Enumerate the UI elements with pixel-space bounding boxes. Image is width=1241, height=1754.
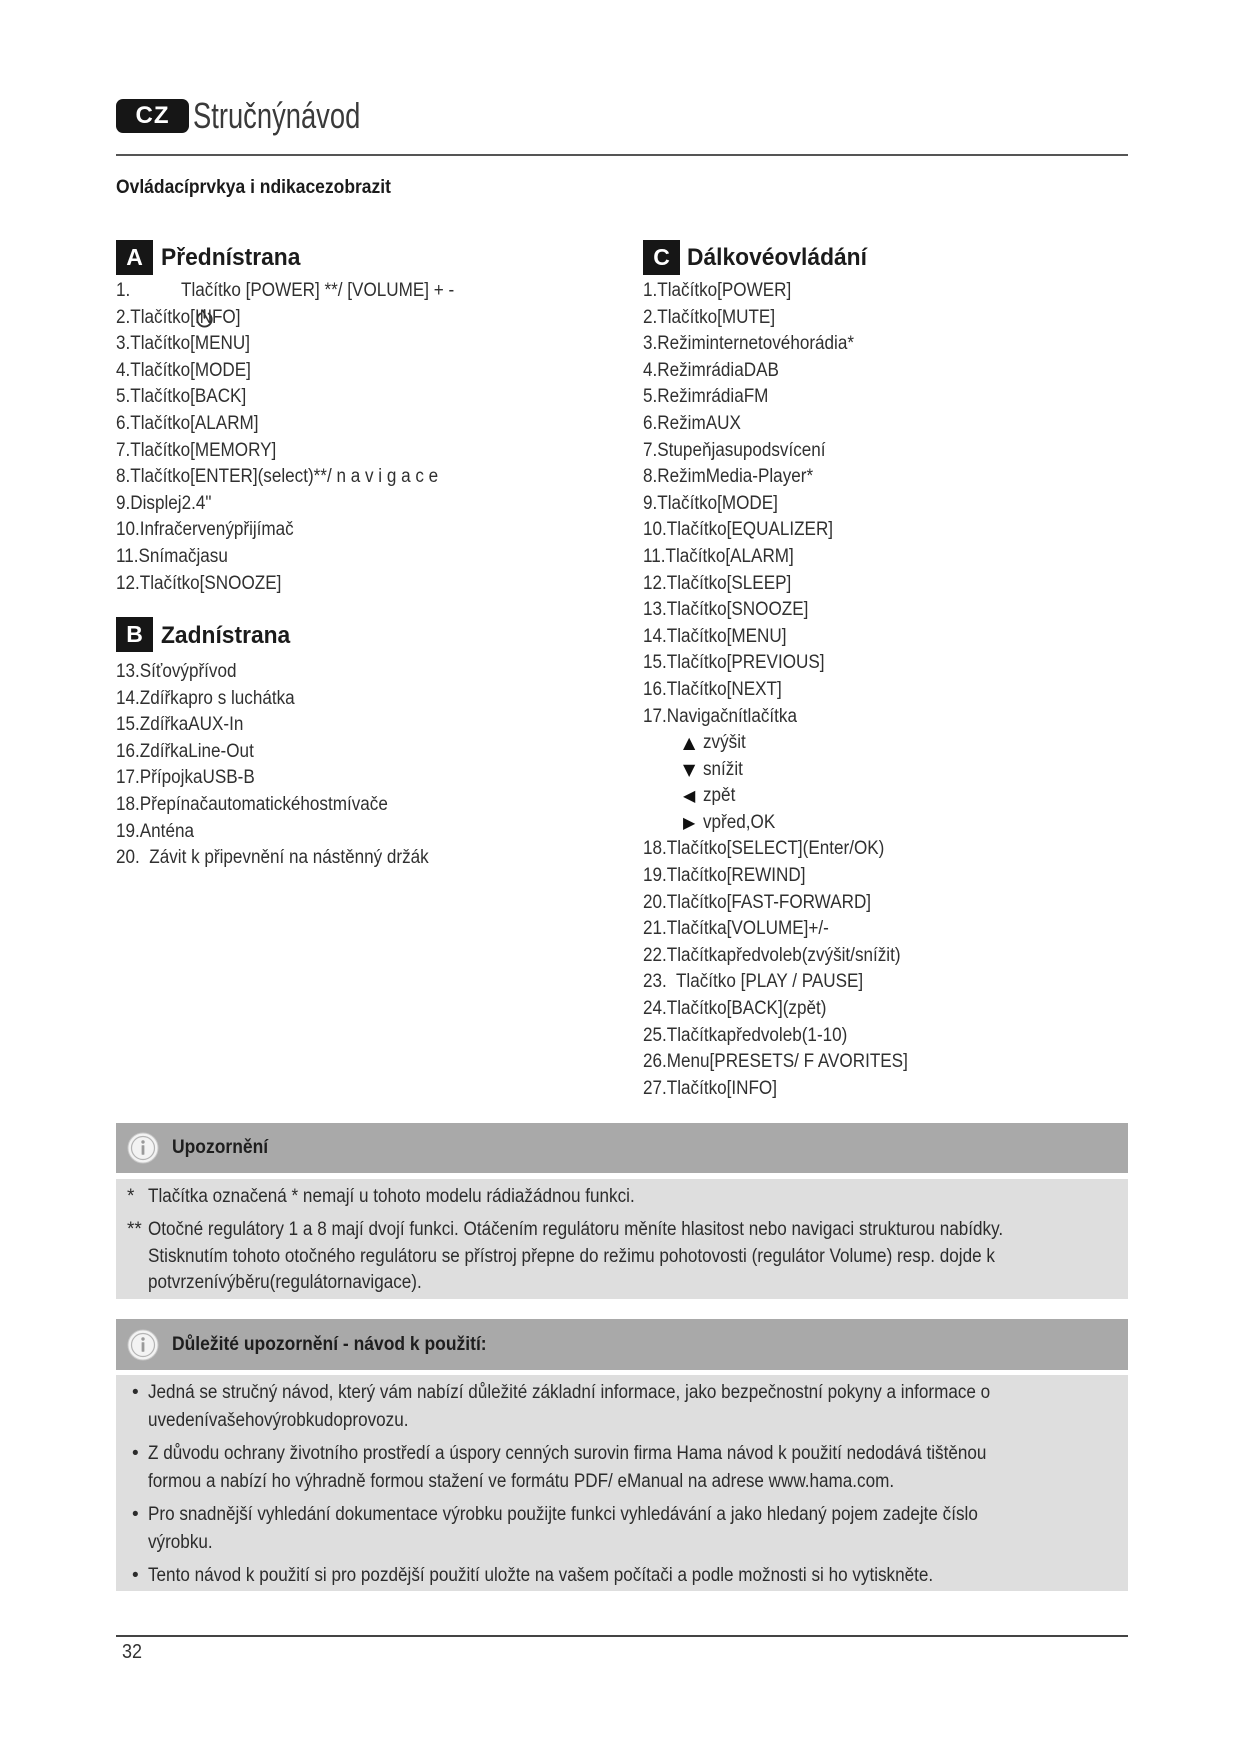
remote-item-14: 14.Tlačítko[MENU] (643, 625, 787, 647)
nav-key-label: zpět (703, 785, 736, 807)
note-entry (116, 1217, 1128, 1297)
bullet-item (116, 1440, 1128, 1496)
front-item-8: 8.Tlačítko[ENTER](select)**/ n a v i g a c e (116, 466, 439, 488)
remote-item-9: 9.Tlačítko[MODE] (643, 492, 778, 514)
remote-item-19: 19.Tlačítko[REWIND] (643, 865, 806, 887)
front-panel-list (116, 278, 616, 597)
bullet-line: formou a nabízí ho výhradně formou stažení ve formátu PDF/ eManual na adrese www.hama.com. (148, 1470, 895, 1492)
remote-item-22: 22.Tlačítkapředvoleb(zvýšit/snížit) (643, 944, 901, 966)
header-rule (116, 154, 1128, 156)
remote-item-17: 17.Navigačnítlačítka (643, 705, 797, 727)
remote-item-11: 11.Tlačítko[ALARM] (643, 545, 794, 567)
rear-item-13: 13.Síťovýpřívod (116, 661, 237, 682)
nav-key-label: zvýšit (703, 732, 746, 754)
remote-item-12: 12.Tlačítko[SLEEP] (643, 572, 792, 594)
remote-item-3: 3.Režiminternetovéhorádia* (643, 333, 855, 355)
rear-panel-list (116, 659, 616, 872)
language-badge: CZ (116, 99, 189, 133)
remote-item-4: 4.RežimrádiaDAB (643, 359, 779, 381)
remote-item-7: 7.Stupeňjasupodsvícení (643, 439, 826, 461)
arrow-up-icon: ▲ (683, 733, 696, 753)
bullet-item (116, 1562, 1128, 1590)
item-number: 1. (116, 280, 131, 301)
front-item-9: 9.Displej2.4" (116, 492, 212, 514)
power-icon (152, 281, 173, 302)
note-entry (116, 1184, 1128, 1211)
important-note-body (116, 1375, 1128, 1591)
page-number: 32 (122, 1641, 143, 1663)
section-b-badge: B (116, 617, 153, 652)
remote-item-25: 25.Tlačítkapředvoleb(1-10) (643, 1024, 848, 1046)
remote-item-23: 23. Tlačítko [PLAY / PAUSE] (643, 971, 864, 993)
remote-item-15: 15.Tlačítko[PREVIOUS] (643, 652, 825, 674)
remote-item-8: 8.RežimMedia-Player* (643, 466, 814, 488)
arrow-right-icon: ▶ (683, 812, 696, 832)
nav-key-right (643, 810, 1123, 837)
front-item-2: 2.Tlačítko[INFO] (116, 306, 241, 328)
front-item-3: 3.Tlačítko[MENU] (116, 333, 250, 355)
remote-item-21: 21.Tlačítka[VOLUME]+/- (643, 918, 829, 940)
remote-item-13: 13.Tlačítko[SNOOZE] (643, 599, 809, 621)
remote-item-20: 20.Tlačítko[FAST-FORWARD] (643, 891, 872, 913)
front-item-11: 11.Snímačjasu (116, 545, 228, 567)
section-c-title: Dálkovéovládání (687, 244, 867, 271)
note-header (116, 1123, 1128, 1173)
info-icon (127, 1329, 159, 1361)
remote-item-24: 24.Tlačítko[BACK](zpět) (643, 998, 827, 1020)
front-item-7: 7.Tlačítko[MEMORY] (116, 439, 277, 461)
bullet-line: uvedenívašehovýrobkudoprovozu. (148, 1409, 409, 1431)
info-icon (127, 1132, 159, 1164)
rear-item-18: 18.Přepínačautomatickéhostmívače (116, 793, 388, 815)
bullet-marker: • (132, 1503, 139, 1525)
note-line: Otočné regulátory 1 a 8 mají dvojí funkci. Otáčením regulátoru měníte hlasitost nebo navigaci strukturou nabídky. (148, 1218, 1004, 1240)
nav-key-down (643, 757, 1123, 784)
note-line: Stisknutím tohoto otočného regulátoru se přístroj přepne do režimu pohotovosti (regulátor Volume) resp. dojde k (148, 1245, 995, 1267)
bullet-marker: • (132, 1442, 139, 1464)
nav-key-up (643, 730, 1123, 757)
nav-key-label: snížit (703, 758, 743, 780)
bullet-line: Tento návod k použití si pro pozdější použití uložte na vašem počítači a podle možnosti si ho vytiskněte. (148, 1564, 934, 1586)
remote-item-26: 26.Menu[PRESETS/ F AVORITES] (643, 1051, 908, 1073)
bullet-line: Z důvodu ochrany životního prostředí a úspory cenných surovin firma Hama návod k použití nedodává tištěnou (148, 1442, 987, 1464)
remote-item-2: 2.Tlačítko[MUTE] (643, 306, 776, 328)
bullet-item (116, 1501, 1128, 1557)
note-marker: * (127, 1186, 135, 1207)
section-a-badge: A (116, 240, 153, 275)
remote-item-1: 1.Tlačítko[POWER] (643, 280, 792, 301)
note-body (116, 1179, 1128, 1299)
page-title: Stručnýnávod (193, 95, 361, 136)
remote-item-5: 5.RežimrádiaFM (643, 386, 769, 408)
note-title: Upozornění (172, 1137, 269, 1158)
important-note-title: Důležité upozornění - návod k použití: (172, 1334, 487, 1355)
remote-item-10: 10.Tlačítko[EQUALIZER] (643, 519, 834, 541)
arrow-down-icon: ▼ (683, 759, 696, 779)
footer-rule (116, 1635, 1128, 1637)
bullet-item (116, 1379, 1128, 1435)
bullet-marker: • (132, 1382, 139, 1403)
bullet-line: Pro snadnější vyhledání dokumentace výrobku použijte funkci vyhledávání a jako hledaný pojem zadejte číslo (148, 1503, 978, 1525)
bullet-line: Jedná se stručný návod, který vám nabízí důležité základní informace, jako bezpečnostní pokyny a informace o (148, 1382, 991, 1403)
remote-control-list (643, 278, 1123, 1102)
section-b-title: Zadnístrana (161, 622, 291, 649)
remote-item-16: 16.Tlačítko[NEXT] (643, 678, 782, 700)
important-note-header (116, 1319, 1128, 1370)
rear-item-16: 16.ZdířkaLine-Out (116, 740, 254, 762)
note-line: Tlačítka označená * nemají u tohoto modelu rádiažádnou funkci. (148, 1186, 635, 1207)
front-item-5: 5.Tlačítko[BACK] (116, 386, 247, 408)
rear-item-17: 17.PřípojkaUSB-B (116, 767, 255, 789)
front-item-4: 4.Tlačítko[MODE] (116, 359, 251, 381)
front-item-12: 12.Tlačítko[SNOOZE] (116, 572, 282, 594)
remote-item-18: 18.Tlačítko[SELECT](Enter/OK) (643, 838, 885, 860)
note-marker: ** (127, 1218, 142, 1240)
remote-item-6: 6.RežimAUX (643, 412, 741, 434)
rear-item-15: 15.ZdířkaAUX-In (116, 714, 244, 736)
note-line: potvrzenívýběru(regulátornavigace). (148, 1272, 422, 1294)
rear-item-20: 20. Závit k připevnění na nástěnný držák (116, 847, 429, 869)
item-label: Tlačítko [POWER] **/ [VOLUME] + - (181, 280, 455, 301)
front-item-1 (116, 278, 616, 305)
remote-item-27: 27.Tlačítko[INFO] (643, 1077, 777, 1099)
bullet-marker: • (132, 1564, 139, 1586)
rear-item-19: 19.Anténa (116, 820, 194, 842)
rear-item-14: 14.Zdířkapro s luchátka (116, 687, 295, 709)
nav-key-left (643, 783, 1123, 810)
section-subtitle: Ovládacíprvkya i ndikacezobrazit (116, 177, 391, 198)
arrow-left-icon: ◀ (683, 786, 696, 806)
bullet-line: výrobku. (148, 1531, 213, 1553)
front-item-10: 10.Infračervenýpřijímač (116, 519, 294, 541)
section-c-badge: C (643, 240, 680, 275)
nav-key-label: vpřed,OK (703, 811, 776, 833)
section-a-title: Přednístrana (161, 244, 301, 271)
front-item-6: 6.Tlačítko[ALARM] (116, 412, 259, 434)
